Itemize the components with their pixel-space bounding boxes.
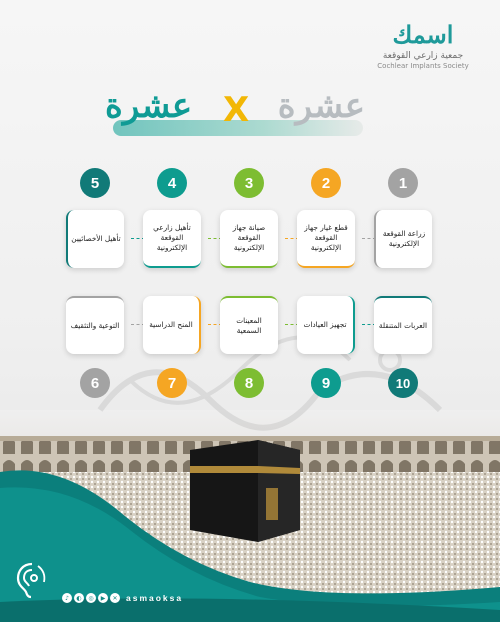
social-handle[interactable]: asmaoksa	[126, 593, 184, 603]
brand-name-ar: جمعية زارعي القوقعة	[382, 51, 464, 61]
step-card-1	[374, 210, 432, 268]
step-number-4: 4	[157, 168, 187, 198]
youtube-icon[interactable]: ▶	[98, 593, 108, 603]
brand-logo	[358, 20, 488, 70]
step-card-5	[66, 210, 124, 268]
step-number-10: 10	[388, 368, 418, 398]
step-card-9	[297, 296, 355, 354]
step-text-8: المعينات السمعية	[236, 316, 262, 335]
title-x: X	[223, 90, 250, 130]
step-text-6: التوعية والتثقيف	[70, 321, 120, 331]
step-number-2: 2	[311, 168, 341, 198]
step-card-10	[374, 296, 432, 354]
step-text-4: تأهيل زارعي القوقعة الإلكترونية	[153, 223, 191, 252]
brand-wordmark: اسمك	[392, 20, 454, 49]
tiktok-icon[interactable]: ♪	[62, 593, 72, 603]
step-card-4	[143, 210, 201, 268]
step-text-9: تجهيز العيادات	[303, 320, 347, 330]
social-bar	[62, 593, 183, 603]
step-card-8	[220, 296, 278, 354]
step-text-3: صيانة جهاز القوقعة الإلكترونية	[232, 223, 266, 252]
step-text-5: تأهيل الأخصائيين	[71, 234, 121, 244]
instagram-icon[interactable]: ◎	[86, 593, 96, 603]
step-text-2: قطع غيار جهاز القوقعة الإلكترونية	[304, 223, 348, 252]
step-card-3	[220, 210, 278, 268]
ear-logo-icon	[14, 560, 50, 600]
x-icon[interactable]: ✕	[110, 593, 120, 603]
page-title	[105, 80, 365, 150]
step-text-1: زراعة القوقعة الإلكترونية	[382, 229, 426, 248]
step-number-3: 3	[234, 168, 264, 198]
step-number-8: 8	[234, 368, 264, 398]
step-card-2	[297, 210, 355, 268]
step-text-7: المنح الدراسية	[149, 320, 193, 330]
step-number-6: 6	[80, 368, 110, 398]
snapchat-icon[interactable]: ◐	[74, 593, 84, 603]
brand-name-en: Cochlear Implants Society	[377, 62, 469, 70]
step-number-7: 7	[157, 368, 187, 398]
step-text-10: العربات المتنقلة	[378, 321, 428, 331]
title-word-right: عشرة	[277, 86, 365, 126]
step-card-6	[66, 296, 124, 354]
step-number-9: 9	[311, 368, 341, 398]
step-number-1: 1	[388, 168, 418, 198]
step-number-5: 5	[80, 168, 110, 198]
step-card-7	[143, 296, 201, 354]
title-word-left: عشرة	[105, 86, 193, 126]
